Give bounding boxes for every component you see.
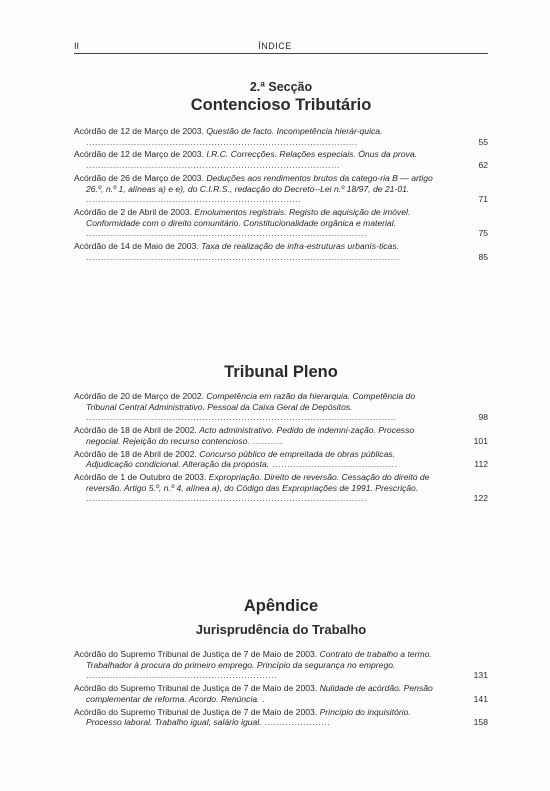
- leader-dots: .........................................................................................................: [86, 251, 400, 262]
- entry-page: 55: [478, 136, 488, 147]
- leader-dots: ........................................................................: [86, 194, 302, 205]
- entry-subject: Contrato de trabalho a termo. Trabalhador à procura do primeiro emprego. Princípio da segurança no emprego.: [86, 649, 432, 670]
- entry-subject: Acto administrativo. Pedido de indemni-zação. Processo negocial. Rejeição do recurso contencioso.: [86, 425, 415, 446]
- toc-entry[interactable]: [74, 449, 488, 470]
- entry-subject: Concurso público de empreitada de obras públicas. Adjudicação condicional. Alteração da proposta.: [86, 448, 396, 470]
- entry-date: Acórdão de 12 de Março de 2003.: [74, 149, 204, 160]
- section-contencioso-tributario: [74, 80, 488, 264]
- toc-entry[interactable]: [74, 126, 488, 147]
- entry-page: 141: [473, 693, 488, 704]
- entry-page: 112: [474, 459, 488, 470]
- entry-page: 85: [478, 251, 488, 262]
- entry-page: 158: [473, 717, 488, 728]
- entry-date: Acórdão de 26 de Março de 2003.: [74, 172, 204, 183]
- toc-entry[interactable]: [74, 425, 488, 446]
- entry-subject: Questão de facto. Incompetência hierár-quica.: [206, 126, 383, 136]
- leader-dots: ................................................................: [86, 670, 278, 681]
- toc-entry[interactable]: [74, 173, 488, 205]
- entry-date: Acórdão de 18 de Abril de 2002.: [74, 448, 197, 459]
- leader-dots: .....................................................................................: [86, 160, 340, 171]
- entry-subject: Taxa de realização de infra-estruturas urbanís-ticas.: [201, 241, 400, 252]
- entry-subject: Deduções aos rendimentos brutos da catego-ria B — artigo 26.º, n.º 1, alíneas a) e e), do C.I.R.S., redacção do Decreto--Lei n.º 18/97, de 21-01.: [86, 172, 433, 194]
- entry-date: Acórdão do Supremo Tribunal de Justiça de 7 de Maio de 2003.: [74, 706, 318, 717]
- entry-date: Acórdão de 12 de Março de 2003.: [74, 126, 204, 136]
- leader-dots: ........................................................................................................: [86, 412, 397, 423]
- entry-subject: Expropriação. Direito de reversão. Cessação do direito de reversão. Artigo 5.º, n.º 4, alínea a), do Código das Expropriações de 1991. Prescrição.: [86, 471, 430, 493]
- entry-date: Acórdão de 20 de Março de 2002.: [74, 391, 204, 401]
- entry-page: 62: [478, 160, 488, 171]
- entry-subject: Nulidade de acórdão. Pensão complementar de reforma. Acordo. Renúncia.: [86, 683, 433, 704]
- toc-entry[interactable]: [74, 149, 488, 170]
- entry-list: [74, 649, 488, 728]
- entry-date: Acórdão de 1 de Outubro de 2003.: [74, 471, 207, 482]
- section-tribunal-pleno: [74, 362, 488, 506]
- entry-date: Acórdão de 14 de Maio de 2003.: [74, 241, 199, 252]
- toc-entry[interactable]: [74, 241, 488, 262]
- entry-date: Acórdão de 2 de Abril de 2003.: [74, 206, 193, 217]
- leader-dots: ...........................................................................................: [86, 136, 358, 147]
- entry-subject: Emolumentos registrais. Registo de aquisição de imóvel. Conformidade com o direito comunitário. Constitucionalidade orgânica e material.: [86, 206, 411, 228]
- leader-dots: ......................: [261, 717, 331, 728]
- entry-page: 71: [478, 194, 488, 205]
- leader-dots: ..............................................................................................: [86, 493, 367, 504]
- entry-subject: Competência em razão da hierarquia. Competência do Tribunal Central Administrativo. Pessoal da Caixa Geral de Depósitos.: [86, 391, 416, 412]
- toc-entry[interactable]: [74, 707, 488, 728]
- toc-entry[interactable]: [74, 472, 488, 504]
- toc-entry[interactable]: [74, 683, 488, 704]
- entry-subject: Princípio do inquisitório. Processo laboral. Trabalho igual, salário igual.: [86, 706, 411, 728]
- entry-page: 75: [478, 228, 488, 239]
- leader-dots: ..............................................................................................: [86, 228, 367, 239]
- entry-page: 122: [473, 493, 488, 504]
- header-rule: [74, 53, 488, 54]
- toc-entry[interactable]: [74, 207, 488, 239]
- entry-list: [74, 391, 488, 504]
- entry-date: Acórdão do Supremo Tribunal de Justiça de 7 de Maio de 2003.: [74, 683, 318, 694]
- running-title: ÍNDICE: [258, 41, 292, 51]
- section-apendice: [74, 596, 488, 730]
- toc-entry[interactable]: [74, 649, 488, 681]
- page-number: II: [74, 41, 80, 51]
- entry-subject: I.R.C. Correcções. Relações especiais. Ónus da prova.: [206, 149, 417, 160]
- entry-page: 98: [478, 412, 488, 423]
- section-subtitle: Jurisprudência do Trabalho: [195, 622, 367, 637]
- leader-dots: .: [259, 693, 266, 704]
- entry-date: Acórdão de 18 de Abril de 2002.: [74, 425, 197, 436]
- leader-dots: ..........................................: [269, 459, 398, 470]
- toc-entry[interactable]: [74, 391, 488, 423]
- section-title: Contencioso Tributário: [190, 96, 372, 114]
- section-label: 2.ª Secção: [249, 80, 313, 94]
- entry-page: 131: [473, 670, 488, 681]
- leader-dots: ..........: [249, 435, 283, 446]
- entry-date: Acórdão do Supremo Tribunal de Justiça de 7 de Maio de 2003.: [74, 649, 318, 659]
- entry-page: 101: [473, 435, 488, 446]
- entry-list: [74, 126, 488, 262]
- section-title: Apêndice: [243, 597, 319, 615]
- section-title: Tribunal Pleno: [224, 363, 338, 381]
